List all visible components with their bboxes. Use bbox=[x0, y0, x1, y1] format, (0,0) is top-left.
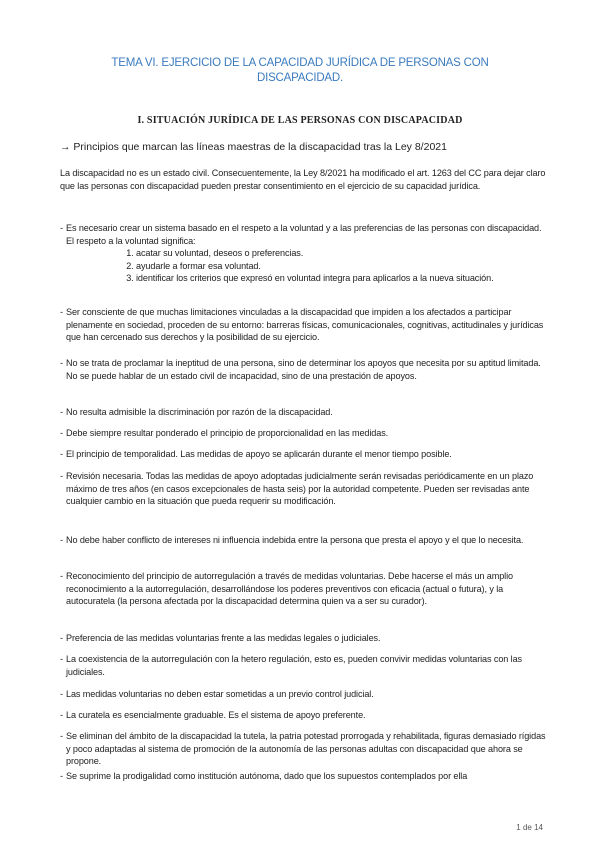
bullet-text: La coexistencia de la autorregulación con la hetero regulación, esto es, pueden convivir medidas voluntarias con las judiciales. bbox=[66, 654, 523, 677]
bullet-item bbox=[60, 448, 546, 461]
bullet-text: La curatela es esencialmente graduable. Es el sistema de apoyo preferente. bbox=[66, 710, 366, 720]
bullet-dash: - bbox=[60, 633, 63, 643]
principles-line: → Principios que marcan las líneas maestras de la discapacidad tras la Ley 8/2021 bbox=[60, 141, 447, 153]
bullet-dash: - bbox=[60, 307, 63, 317]
bullet-dash: - bbox=[60, 571, 63, 581]
bullet-dash: - bbox=[60, 654, 63, 664]
bullet-text: Debe siempre resultar ponderado el principio de proporcionalidad en las medidas. bbox=[66, 428, 389, 438]
bullet-dash: - bbox=[60, 771, 63, 781]
bullet-dash: - bbox=[60, 358, 63, 368]
bullet-item bbox=[60, 688, 546, 701]
bullet-dash: - bbox=[60, 223, 63, 233]
bullet-text: Reconocimiento del principio de autorregulación a través de medidas voluntarias. Debe hacerse el más un amplio reconocimiento a la autorregulación, desarrollándose los poderes preventivos con eficacia (actual o futura), y la autocuratela (la persona afectada por la discapacidad determina quien va a ser su curador). bbox=[66, 571, 513, 607]
bullet-item bbox=[60, 406, 546, 419]
bullet-item bbox=[60, 357, 546, 382]
bullet-item bbox=[60, 632, 546, 645]
bullet-dash: - bbox=[60, 710, 63, 720]
bullet-text: Revisión necesaria. Todas las medidas de apoyo adoptadas judicialmente serán revisadas periódicamente en un plazo máximo de tres años (en casos excepcionales de hasta seis) por la autoridad competente. Pueden ser revisadas ante cualquier cambio en la situación que pueda requerir su modificación. bbox=[66, 471, 534, 507]
bullet-text: El principio de temporalidad. Las medidas de apoyo se aplicarán durante el menor tiempo posible. bbox=[66, 449, 452, 459]
bullet-item bbox=[60, 427, 546, 440]
bullet-item bbox=[60, 306, 546, 344]
bullet-dash: - bbox=[60, 407, 63, 417]
bullet-item bbox=[60, 222, 546, 285]
document-title: TEMA VI. EJERCICIO DE LA CAPACIDAD JURÍDICA DE PERSONAS CON DISCAPACIDAD. bbox=[111, 57, 489, 84]
bullet-text: No resulta admisible la discriminación por razón de la discapacidad. bbox=[66, 407, 333, 417]
bullet-text: Preferencia de las medidas voluntarias frente a las medidas legales o judiciales. bbox=[66, 633, 381, 643]
bullet-dash: - bbox=[60, 428, 63, 438]
bullet-dash: - bbox=[60, 535, 63, 545]
sub-list bbox=[60, 247, 546, 285]
bullet-text: No se trata de proclamar la ineptitud de una persona, sino de determinar los apoyos que necesita por su aptitud limitada. No se puede hablar de un estado civil de incapacidad, sino de una prestación de apoyos. bbox=[66, 358, 541, 381]
bullet-dash: - bbox=[60, 689, 63, 699]
bullet-item bbox=[60, 770, 546, 783]
sub-list-item: 1. acatar su voluntad, deseos o preferencias. bbox=[136, 247, 546, 260]
page-number: 1 de 14 bbox=[516, 823, 543, 832]
bullet-dash: - bbox=[60, 449, 63, 459]
bullet-text: Es necesario crear un sistema basado en el respeto a la voluntad y a las preferencias de las personas con discapacidad. El respeto a la voluntad significa: bbox=[66, 223, 542, 246]
bullet-item bbox=[60, 730, 546, 768]
intro-paragraph: La discapacidad no es un estado civil. Consecuentemente, la Ley 8/2021 ha modificado el art. 1263 del CC para dejar claro que las personas con discapacidad pueden prestar consentimiento en el ejercicio de su capacidad jurídica. bbox=[60, 168, 546, 191]
bullet-item bbox=[60, 534, 546, 547]
bullet-item bbox=[60, 570, 546, 608]
sub-list-item: 3. identificar los criterios que expresó en voluntad integra para aplicarlos a la nueva situación. bbox=[136, 272, 546, 285]
bullet-item bbox=[60, 470, 546, 508]
bullet-item bbox=[60, 653, 546, 678]
bullet-dash: - bbox=[60, 731, 63, 741]
sub-list-item: 2. ayudarle a formar esa voluntad. bbox=[136, 260, 546, 273]
bullet-text: Se suprime la prodigalidad como institución autónoma, dado que los supuestos contemplados por ella bbox=[66, 771, 468, 781]
bullet-text: No debe haber conflicto de intereses ni influencia indebida entre la persona que presta el apoyo y el que lo necesita. bbox=[66, 535, 524, 545]
section-heading: I. SITUACIÓN JURÍDICA DE LAS PERSONAS CON DISCAPACIDAD bbox=[137, 115, 463, 126]
bullet-text: Se eliminan del ámbito de la discapacidad la tutela, la patria potestad prorrogada y rehabilitada, figuras demasiado rígidas y poco adaptadas al sistema de promoción de la autonomía de las personas adultas con discapacidad que ahora se propone. bbox=[66, 731, 546, 767]
bullet-text: Ser consciente de que muchas limitaciones vinculadas a la discapacidad que impiden a los afectados a participar plenamente en sociedad, proceden de su entorno: barreras físicas, comunicacionales, cognitivas, actitudinales y jurídicas que han cercenado sus derechos y la posibilidad de su ejercicio. bbox=[66, 307, 544, 343]
bullet-text: Las medidas voluntarias no deben estar sometidas a un previo control judicial. bbox=[66, 689, 374, 699]
bullet-dash: - bbox=[60, 471, 63, 481]
bullet-item bbox=[60, 709, 546, 722]
